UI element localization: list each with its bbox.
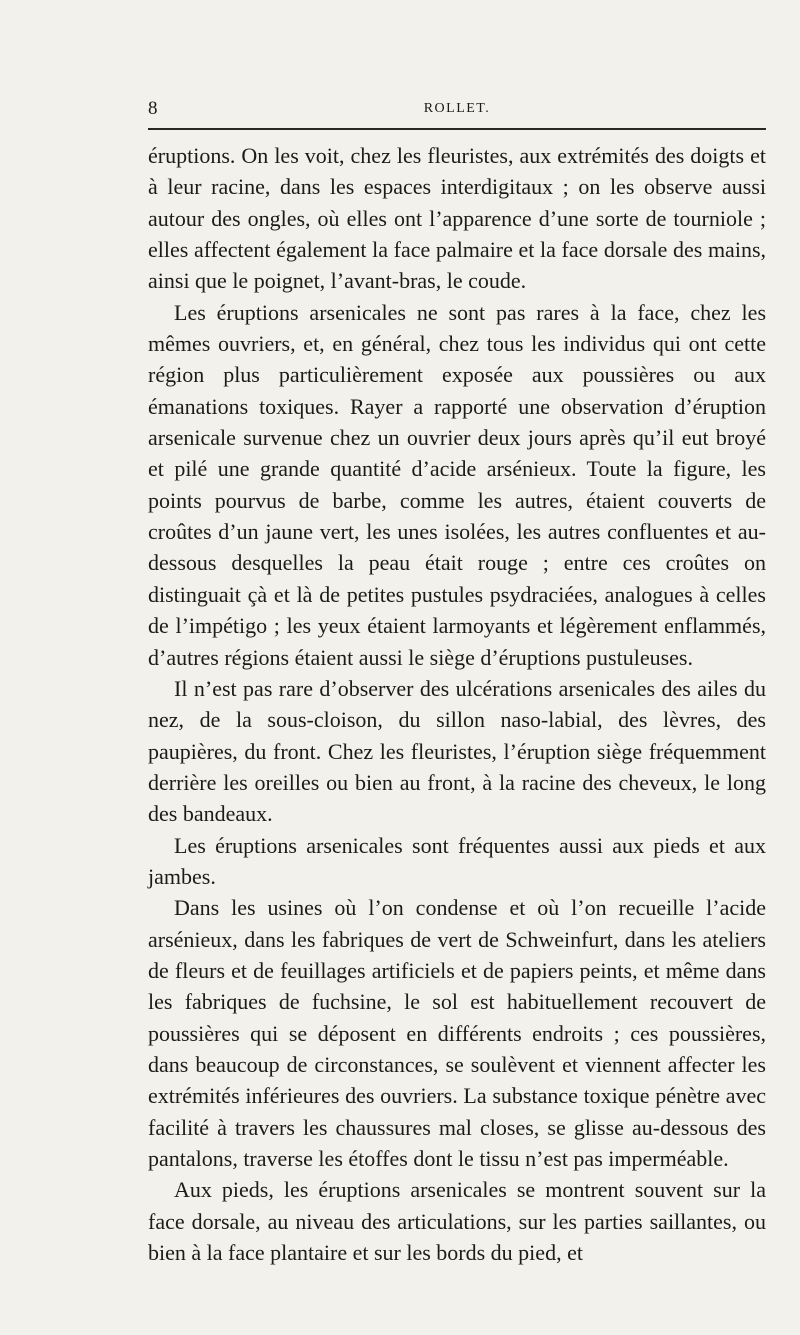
- page-header: [148, 98, 766, 126]
- paragraph: Les éruptions arsenicales ne sont pas rares à la face, chez les mêmes ouvriers, et, en général, chez tous les individus qui ont cette région plus particulièrement exposée aux poussières ou aux émanations toxiques. Rayer a rapporté une observation d’éruption arsenicale survenue chez un ouvrier deux jours après qu’il eut broyé et pilé une grande quantité d’acide arsénieux. Toute la figure, les points pourvus de barbe, comme les autres, étaient couverts de croûtes d’un jaune vert, les unes isolées, les autres confluentes et au-dessous desquelles la peau était rouge ; entre ces croûtes on distinguait çà et là de petites pustules psydraciées, analogues à celles de l’impétigo ; les yeux étaient larmoyants et légèrement enflammés, d’autres régions étaient aussi le siège d’éruptions pustuleuses.: [148, 299, 766, 670]
- page-number: 8: [148, 98, 158, 119]
- running-head: ROLLET.: [423, 101, 491, 116]
- body-text: [148, 140, 766, 1268]
- paragraph-continuation: éruptions. On les voit, chez les fleuristes, aux extrémités des doigts et à leur racine, dans les espaces interdigitaux ; on les observe aussi autour des ongles, où elles ont l’apparence d’une sorte de tourniole ; elles affectent également la face palmaire et la face dorsale des mains, ainsi que le poignet, l’avant-bras, le coude.: [148, 143, 766, 294]
- paragraph: Aux pieds, les éruptions arsenicales se montrent souvent sur la face dorsale, au niveau des articulations, sur les parties saillantes, ou bien à la face plantaire et sur les bords du pied, et: [148, 1177, 766, 1266]
- paragraph: Il n’est pas rare d’observer des ulcérations arsenicales des ailes du nez, de la sous-cloison, du sillon naso-labial, des lèvres, des paupières, du front. Chez les fleuristes, l’éruption siège fréquemment derrière les oreilles ou bien au front, à la racine des cheveux, le long des bandeaux.: [148, 675, 766, 827]
- header-rule: [148, 128, 766, 130]
- paragraph: Les éruptions arsenicales sont fréquentes aussi aux pieds et aux jambes.: [148, 832, 766, 889]
- paragraph: Dans les usines où l’on condense et où l’on recueille l’acide arsénieux, dans les fabriques de vert de Schweinfurt, dans les ateliers de fleurs et de feuillages artificiels et de papiers peints, et même dans les fabriques de fuchsine, le sol est habituellement recouvert de poussières qui se déposent en différents endroits ; ces poussières, dans beaucoup de circonstances, se soulèvent et viennent affecter les extrémités inférieures des ouvriers. La substance toxique pénètre avec facilité à travers les chaussures mal closes, se glisse au-dessous des pantalons, traverse les étoffes dont le tissu n’est pas imperméable.: [148, 895, 766, 1171]
